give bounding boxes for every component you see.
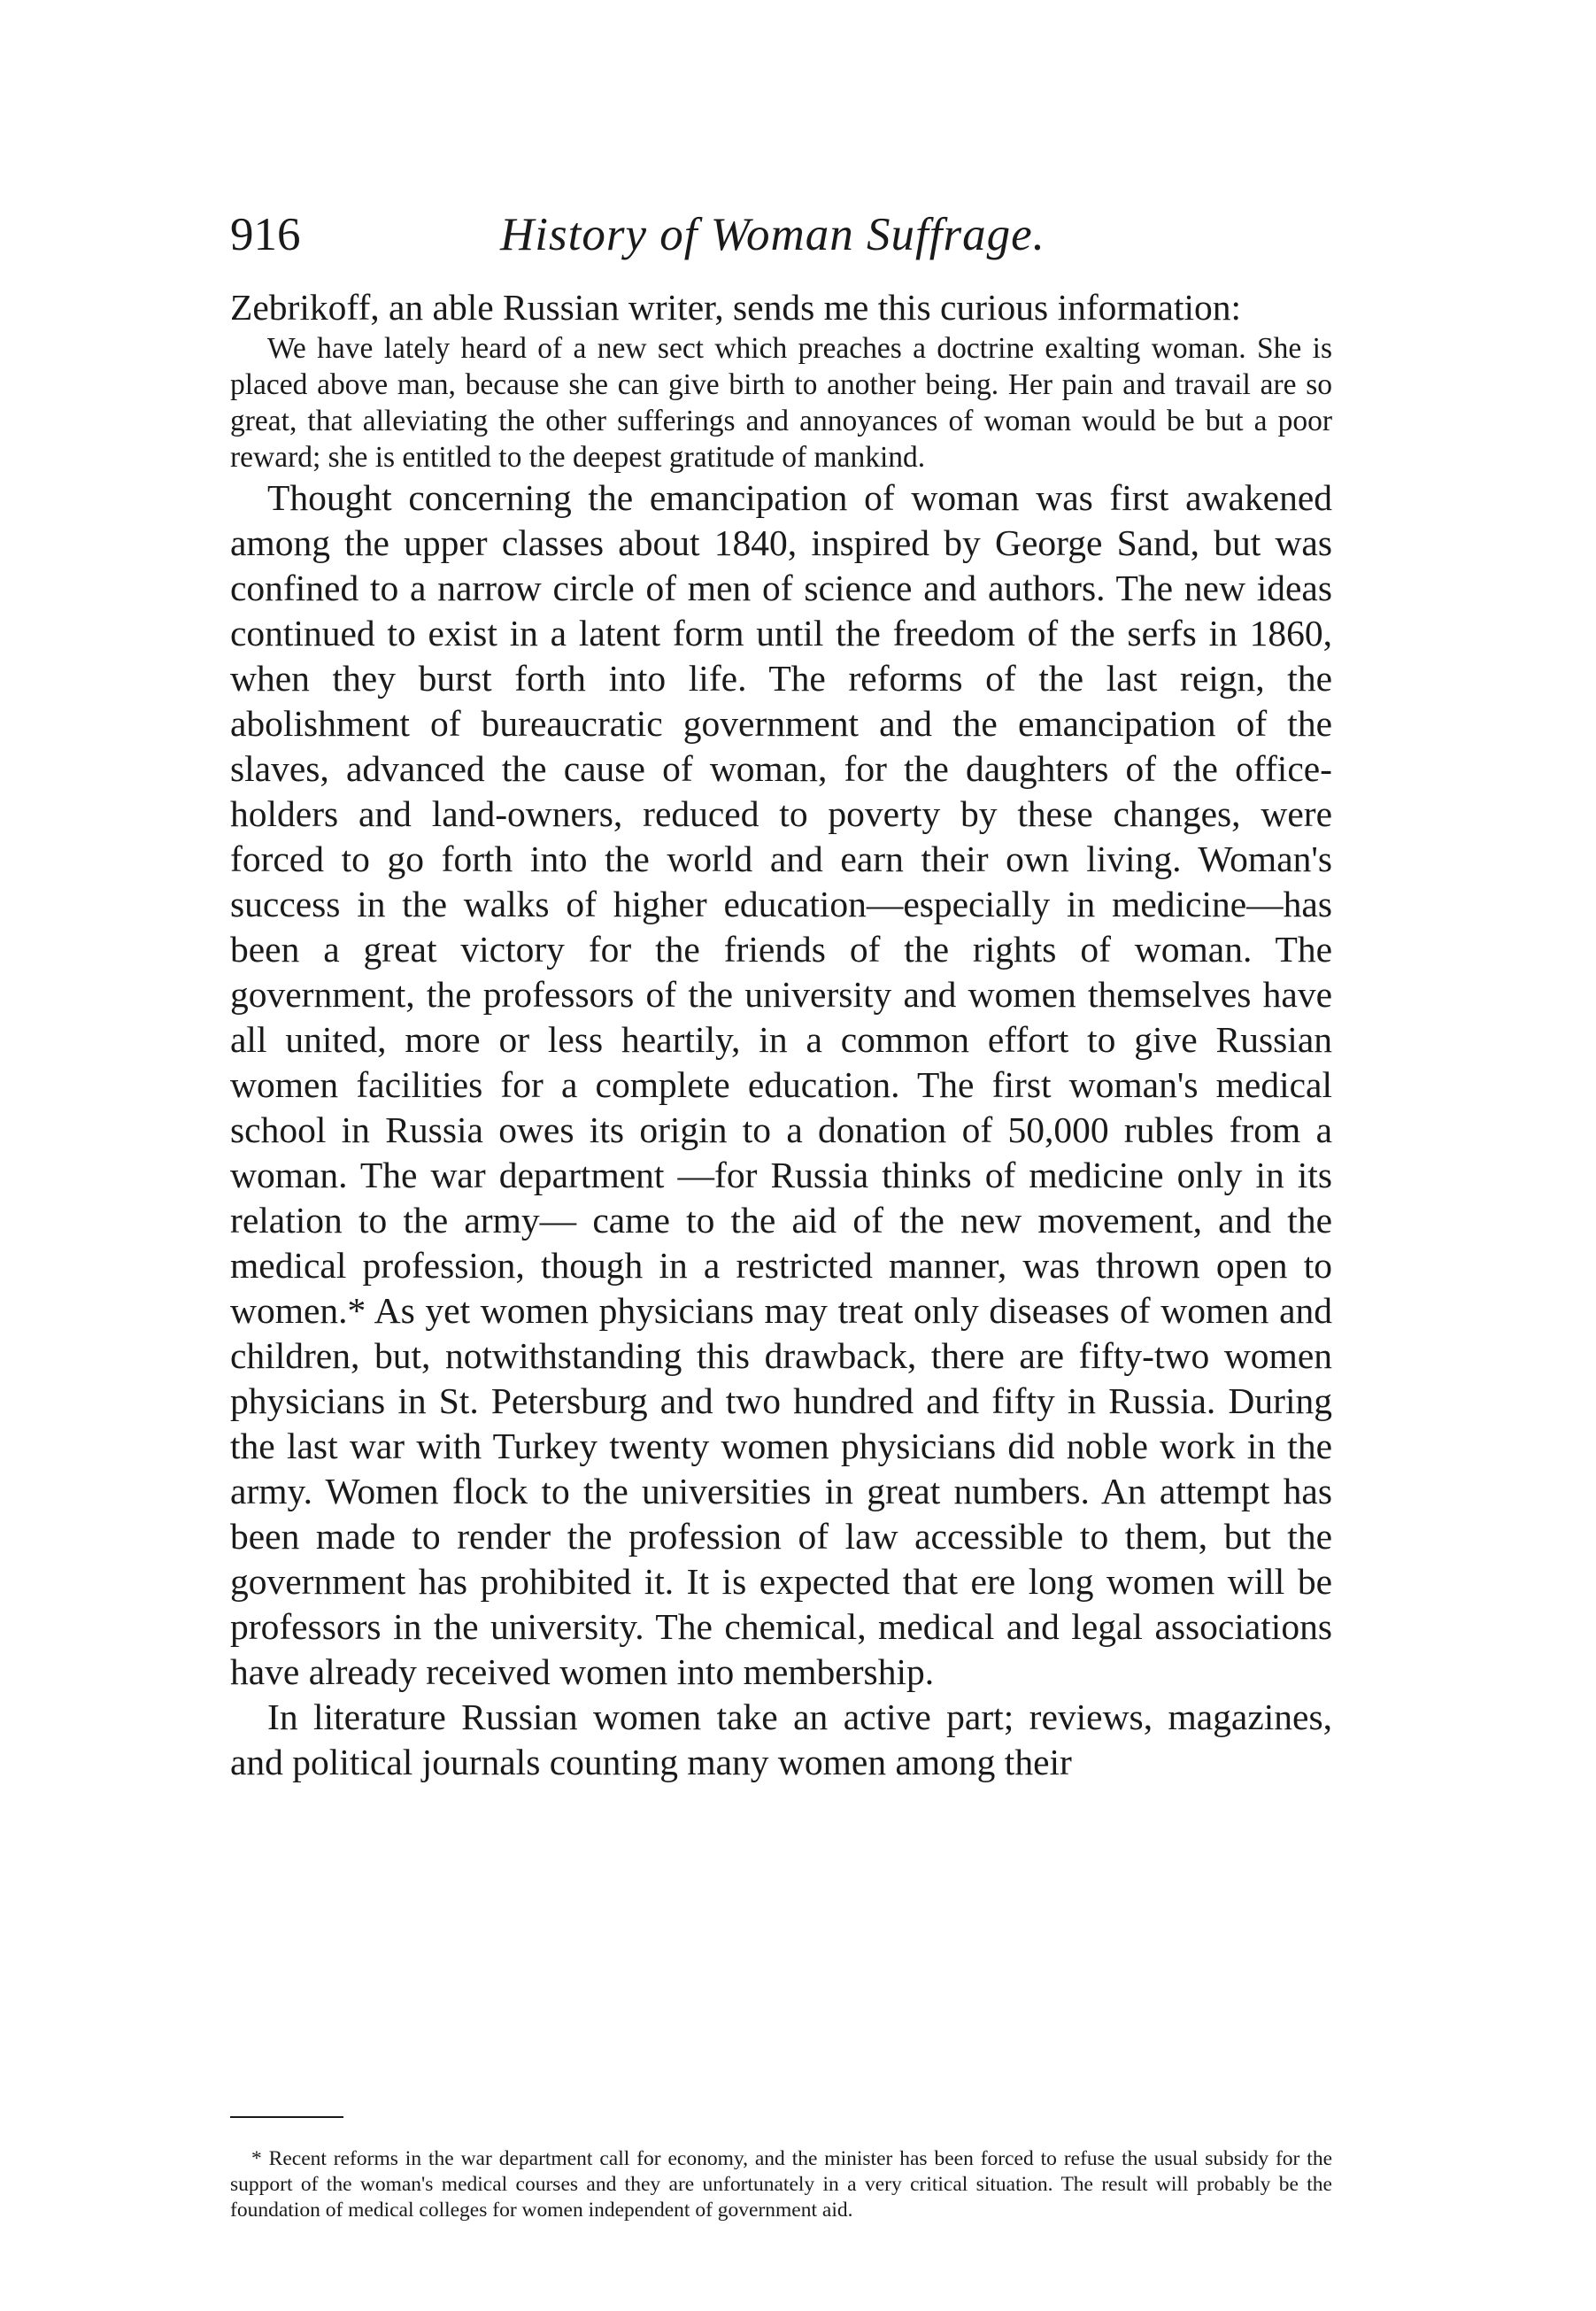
intro-paragraph: Zebrikoff, an able Russian writer, sends me this curious information: (230, 287, 1242, 328)
page-number: 916 (230, 209, 301, 260)
running-head (230, 204, 1332, 266)
footnote-divider (230, 2116, 343, 2118)
block-quote: We have lately heard of a new sect which preaches a doctrine exalting woman. She is placed above man, because she can give birth to another being. Her pain and travail are so great, that alleviating the other sufferings and annoyances of woman would be but a poor reward; she is entitled to the deepest gratitude of mankind. (230, 332, 1332, 474)
footnote: * Recent reforms in the war department call for economy, and the minister has been forced to refuse the usual subsidy for the support of the woman's medical courses and they are unfortunately in a very critical situation. The result will probably be the foundation of medical colleges for women independent of government aid. (230, 2146, 1332, 2222)
paragraph-emancipation: Thought concerning the emancipation of woman was first awakened among the upper classes about 1840, inspired by George Sand, but was confined to a narrow circle of men of science and authors. The new ideas continued to exist in a latent form until the freedom of the serfs in 1860, when they burst forth into life. The reforms of the last reign, the abolishment of bureaucratic government and the emancipation of the slaves, advanced the cause of woman, for the daughters of the office-holders and land-owners, reduced to poverty by these changes, were forced to go forth into the world and earn their own living. Woman's success in the walks of higher education—especially in medicine—has been a great victory for the friends of the rights of woman. The government, the professors of the university and women themselves have all united, more or less heartily, in a common effort to give Russian women facilities for a complete education. The first woman's medical school in Russia owes its origin to a donation of 50,000 rubles from a woman. The war department —for Russia thinks of medicine only in its relation to the army— came to the aid of the new movement, and the medical profession, though in a restricted manner, was thrown open to women.* As yet women physicians may treat only diseases of women and children, but, notwithstanding this drawback, there are fifty-two women physicians in St. Petersburg and two hundred and fifty in Russia. During the last war with Turkey twenty women physicians did noble work in the army. Women flock to the universities in great numbers. An attempt has been made to render the profession of law accessible to them, but the government has prohibited it. It is expected that ere long women will be professors in the university. The chemical, medical and legal associations have already received women into membership. (230, 477, 1332, 1692)
body-text (230, 285, 1332, 1785)
paragraph-literature: In literature Russian women take an active part; reviews, magazines, and political journals counting many women among their (230, 1697, 1332, 1782)
running-title: History of Woman Suffrage. (500, 209, 1045, 260)
page (230, 204, 1332, 1785)
